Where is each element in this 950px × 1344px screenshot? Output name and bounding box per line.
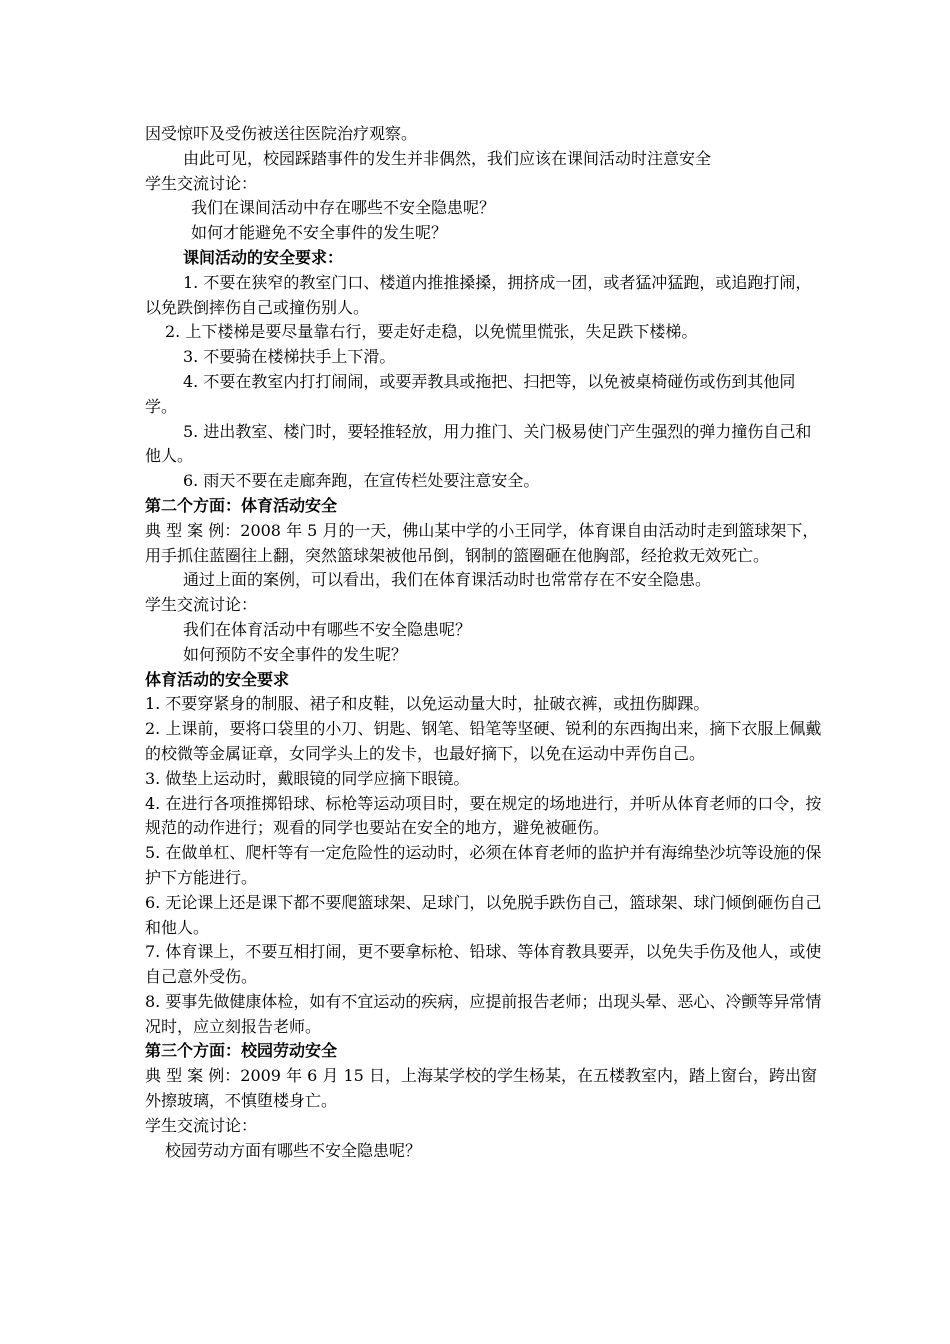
- list-item: 4. 在进行各项推掷铅球、标枪等运动项目时，要在规定的场地进行，并听从体育老师的口令，按规范的动作进行；观看的同学也要站在安全的地方，避免被砸伤。: [145, 793, 822, 838]
- list-item: 5. 在做单杠、爬杆等有一定危险性的运动时，必须在体育老师的监护并有海绵垫沙坑等设施的保护下方能进行。: [145, 843, 822, 887]
- list-item: 2. 上课前，要将口袋里的小刀、钥匙、钢笔、铅笔等坚硬、锐利的东西掏出来，摘下衣服上佩戴的校微等金属证章，女同学头上的发卡，也最好摘下，以免在运动中弄伤自己。: [145, 719, 822, 763]
- discussion-label: 学生交流讨论：: [145, 595, 258, 615]
- list-item: 1. 不要穿紧身的制服、裙子和皮鞋，以免运动量大时，扯破衣裤，或扭伤脚踝。: [145, 694, 710, 714]
- discussion-question: 我们在体育活动中有哪些不安全隐患呢？: [183, 619, 472, 639]
- section-heading: 第三个方面：校园劳动安全: [145, 1041, 338, 1061]
- list-item: 3. 做垫上运动时，戴眼镜的同学应摘下眼镜。: [145, 768, 470, 788]
- paragraph: 由此可见，校园踩踏事件的发生并非偶然，我们应该在课间活动时注意安全: [183, 148, 712, 168]
- list-item: 2. 上下楼梯是要尽量靠右行，要走好走稳，以免慌里慌张，失足跌下楼梯。: [165, 322, 698, 342]
- discussion-label: 学生交流讨论：: [145, 1115, 258, 1135]
- list-item: 6. 雨天不要在走廊奔跑，在宣传栏处要注意安全。: [183, 471, 540, 491]
- list-item: 1. 不要在狭窄的教室门口、楼道内推推搡搡，拥挤成一团，或者猛冲猛跑，或追跑打闹，以免跌倒摔伤自己或撞伤别人。: [145, 272, 812, 317]
- case-study: 典 型 案 例：2008 年 5 月的一天，佛山某中学的小王同学，体育课自由活动时走到篮球架下，用手抓住蓝圈往上翻，突然篮球架被他吊倒，钢制的篮圈砸在他胸部，经抢救无效死亡。: [145, 520, 819, 565]
- discussion-question: 我们在课间活动中存在哪些不安全隐患呢？: [191, 198, 496, 218]
- discussion-question: 如何才能避免不安全事件的发生呢？: [191, 223, 448, 243]
- list-item: 3. 不要骑在楼梯扶手上下滑。: [183, 347, 396, 367]
- document-body: [145, 122, 825, 1163]
- requirements-title: 课间活动的安全要求：: [183, 247, 344, 267]
- list-item: 5. 进出教室、楼门时，要轻推轻放，用力推门、关门极易使门产生强烈的弹力撞伤自己和他人。: [145, 421, 812, 466]
- discussion-question: 校园劳动方面有哪些不安全隐患呢？: [165, 1140, 422, 1160]
- section-heading: 第二个方面：体育活动安全: [145, 495, 338, 515]
- list-item: 6. 无论课上还是课下都不要爬篮球架、足球门，以免脱手跌伤自己，篮球架、球门倾倒砸伤自己和他人。: [145, 892, 822, 937]
- requirements-title: 体育活动的安全要求: [145, 669, 290, 689]
- discussion-label: 学生交流讨论：: [145, 173, 258, 193]
- discussion-question: 如何预防不安全事件的发生呢？: [183, 644, 408, 664]
- paragraph: 因受惊吓及受伤被送往医院治疗观察。: [145, 124, 418, 143]
- list-item: 8. 要事先做健康体检，如有不宜运动的疾病，应提前报告老师；出现头晕、恶心、冷颤等异常情况时，应立刻报告老师。: [145, 991, 822, 1036]
- paragraph: 通过上面的案例，可以看出，我们在体育课活动时也常常存在不安全隐患。: [183, 570, 712, 590]
- list-item: 4. 不要在教室内打打闹闹，或要弄教具或拖把、扫把等，以免被桌椅碰伤或伤到其他同学。: [145, 371, 796, 416]
- list-item: 7. 体育课上，不要互相打闹，更不要拿标枪、铅球、等体育教具要弄，以免失手伤及他人，或使自己意外受伤。: [145, 942, 822, 987]
- case-study: 典 型 案 例：2009 年 6 月 15 日，上海某学校的学生杨某，在五楼教室内，踏上窗台，跨出窗外擦玻璃，不慎堕楼身亡。: [145, 1066, 817, 1111]
